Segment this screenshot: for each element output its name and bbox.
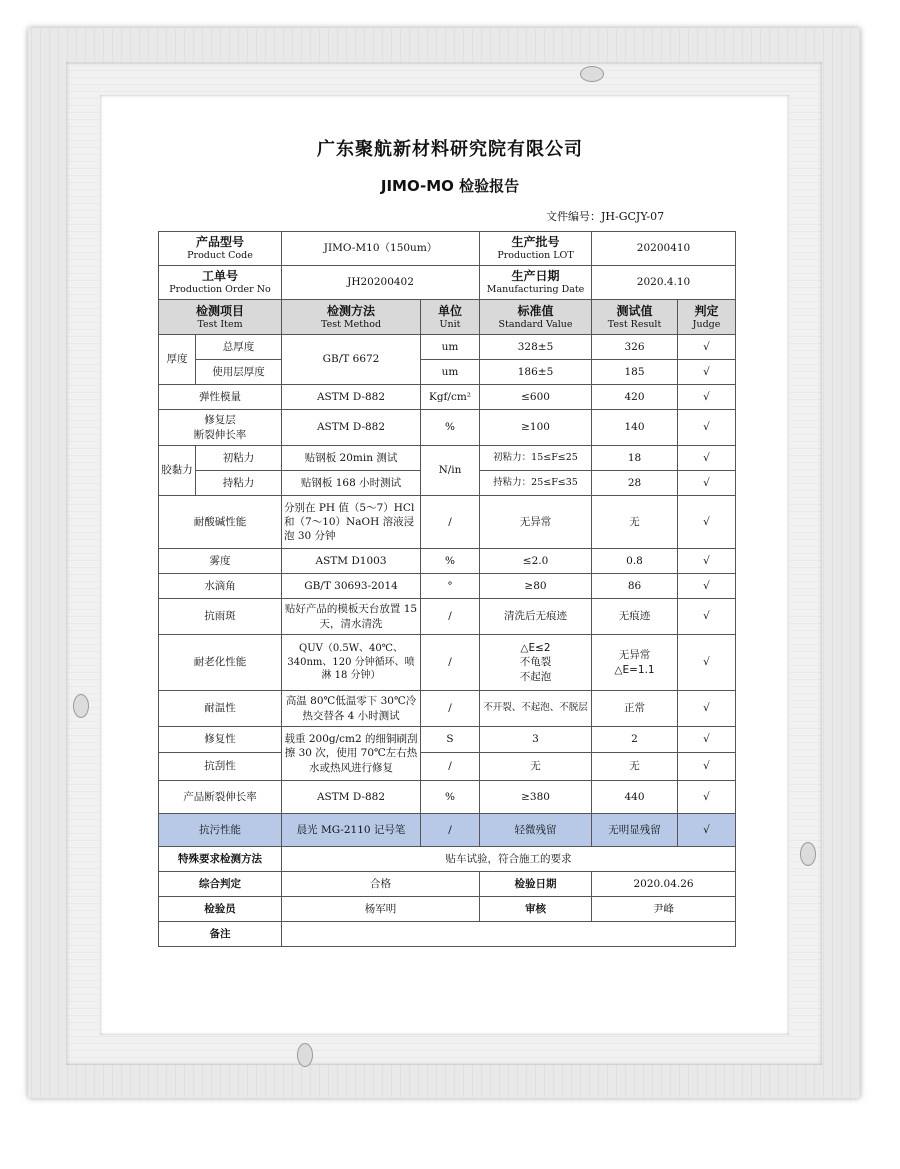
method-cell: 晨光 MG-2110 记号笔: [282, 814, 421, 847]
col-method: 检测方法: [327, 303, 376, 318]
judge-cell: √: [678, 635, 736, 691]
product-code-value: JIMO-M10（150um）: [282, 232, 480, 266]
item-cell: 抗雨斑: [159, 599, 282, 635]
thickness-label: 厚度: [159, 335, 196, 385]
item-cell: 抗刮性: [159, 753, 282, 781]
judge-cell: √: [678, 410, 736, 446]
standard-cell: 清洗后无痕迹: [480, 599, 592, 635]
order-value: JH20200402: [282, 266, 480, 300]
method-cell: ASTM D-882: [282, 410, 421, 446]
col-standard-en: Standard Value: [498, 318, 573, 330]
col-method-en: Test Method: [321, 318, 382, 330]
table-row: [159, 781, 736, 814]
standard-cell: ≤2.0: [480, 549, 592, 574]
item-cell: 水滴角: [159, 574, 282, 599]
table-row: [159, 496, 736, 549]
method-cell: 贴钢板 168 小时测试: [282, 471, 421, 496]
product-code-label: 产品型号: [196, 235, 245, 249]
company-name: 广东聚航新材料研究院有限公司: [317, 139, 583, 160]
standard-cell: 持粘力：25≤F≤35: [480, 471, 592, 496]
item-cell: 修复性: [159, 727, 282, 753]
remark-label: 备注: [159, 922, 282, 947]
judge-cell: √: [678, 599, 736, 635]
standard-cell: ≥380: [480, 781, 592, 814]
unit-cell: Kgf/cm²: [421, 385, 480, 410]
unit-cell: /: [421, 599, 480, 635]
initial-adhesion-label: 初粘力: [196, 446, 282, 471]
file-number: 文件编号：JH-GCJY-07: [546, 210, 665, 223]
standard-cell: ≥80: [480, 574, 592, 599]
lot-label-en: Production LOT: [497, 250, 574, 262]
item-cell: 产品断裂伸长率: [159, 781, 282, 814]
aging-std-delta: △E≤2: [520, 642, 551, 655]
reviewer-value: 尹峰: [592, 897, 736, 922]
method-cell: QUV（0.5W、40℃、340nm、120 分钟循环、喷淋 18 分钟）: [282, 635, 421, 691]
method-cell: ASTM D-882: [282, 385, 421, 410]
unit-cell: N/in: [421, 446, 480, 496]
standard-cell: 初粘力：15≤F≤25: [480, 446, 592, 471]
footer-row: [159, 872, 736, 897]
table-row: [159, 385, 736, 410]
wood-knot: [73, 694, 89, 718]
thickness-method: GB/T 6672: [282, 335, 421, 385]
item-cell: 修复层 断裂伸长率: [159, 410, 282, 446]
table-row: [159, 335, 736, 360]
result-cell: 140: [592, 410, 678, 446]
standard-cell: 186±5: [480, 360, 592, 385]
method-cell: 贴钢板 20min 测试: [282, 446, 421, 471]
special-method-value: 贴车试验，符合施工的要求: [282, 847, 736, 872]
judge-cell: √: [678, 471, 736, 496]
overall-judgement-label: 综合判定: [159, 872, 282, 897]
unit-cell: /: [421, 753, 480, 781]
col-standard: 标准值: [517, 303, 554, 318]
method-cell: 贴好产品的模板天台放置 15 天，清水清洗: [282, 599, 421, 635]
footer-row: [159, 897, 736, 922]
mfg-date-label: 生产日期: [511, 269, 560, 283]
inspection-date-label: 检验日期: [480, 872, 592, 897]
col-result-en: Test Result: [607, 318, 662, 330]
judge-cell: √: [678, 574, 736, 599]
footer-row: [159, 922, 736, 947]
method-cell: 载重 200g/cm2 的细铜刷刮擦 30 次，使用 70℃左右热水或热风进行修复: [282, 727, 421, 781]
item-cell: 耐老化性能: [159, 635, 282, 691]
item-cell: 弹性模量: [159, 385, 282, 410]
standard-cell: ≥100: [480, 410, 592, 446]
col-result: 测试值: [616, 303, 653, 318]
table-row: [159, 599, 736, 635]
inspection-table: [158, 231, 736, 947]
judge-cell: √: [678, 781, 736, 814]
item-cell: 抗污性能: [159, 814, 282, 847]
standard-cell: 无: [480, 753, 592, 781]
info-row: [159, 232, 736, 266]
result-cell: 440: [592, 781, 678, 814]
hold-adhesion-label: 持粘力: [196, 471, 282, 496]
lot-label: 生产批号: [511, 235, 560, 249]
item-cell: 耐酸碱性能: [159, 496, 282, 549]
unit-cell: %: [421, 781, 480, 814]
special-method-label: 特殊要求检测方法: [159, 847, 282, 872]
item-cell: 雾度: [159, 549, 282, 574]
standard-cell: 轻微残留: [480, 814, 592, 847]
unit-cell: /: [421, 635, 480, 691]
column-header-row: [159, 300, 736, 335]
judge-cell: √: [678, 360, 736, 385]
info-row: [159, 266, 736, 300]
order-label-en: Production Order No: [169, 284, 271, 296]
result-cell: 18: [592, 446, 678, 471]
item-cell: 耐温性: [159, 691, 282, 727]
result-cell: 无: [592, 496, 678, 549]
table-row: [159, 691, 736, 727]
table-row: [159, 753, 736, 781]
lot-value: 20200410: [592, 232, 736, 266]
judge-cell: √: [678, 691, 736, 727]
unit-cell: S: [421, 727, 480, 753]
standard-cell: [480, 635, 592, 691]
method-cell: GB/T 30693-2014: [282, 574, 421, 599]
col-unit-en: Unit: [439, 318, 461, 330]
unit-cell: /: [421, 691, 480, 727]
standard-cell: 3: [480, 727, 592, 753]
inspector-label: 检验员: [159, 897, 282, 922]
unit-cell: %: [421, 549, 480, 574]
judge-cell: √: [678, 496, 736, 549]
judge-cell: √: [678, 549, 736, 574]
judge-cell: √: [678, 814, 736, 847]
table-row: [159, 574, 736, 599]
result-cell: 无痕迹: [592, 599, 678, 635]
mfg-date-value: 2020.4.10: [592, 266, 736, 300]
order-label: 工单号: [202, 269, 239, 283]
method-cell: ASTM D1003: [282, 549, 421, 574]
standard-cell: 328±5: [480, 335, 592, 360]
footer-row: [159, 847, 736, 872]
reviewer-label: 审核: [480, 897, 592, 922]
unit-cell: um: [421, 335, 480, 360]
table-row: [159, 446, 736, 471]
judge-cell: √: [678, 727, 736, 753]
result-cell: 28: [592, 471, 678, 496]
col-judge: 判定: [694, 303, 719, 318]
table-row: [159, 635, 736, 691]
total-thickness-label: 总厚度: [196, 335, 282, 360]
remark-value: [282, 922, 736, 947]
result-cell: [592, 635, 678, 691]
unit-cell: /: [421, 814, 480, 847]
product-code-label-en: Product Code: [187, 250, 253, 262]
unit-cell: %: [421, 410, 480, 446]
wood-knot: [580, 66, 604, 82]
method-cell: 分别在 PH 值（5～7）HCl 和（7～10）NaOH 溶液浸泡 30 分钟: [282, 496, 421, 549]
overall-judgement-value: 合格: [282, 872, 480, 897]
result-cell: 2: [592, 727, 678, 753]
table-row: [159, 410, 736, 446]
col-judge-en: Judge: [692, 318, 721, 330]
result-cell: 无明显残留: [592, 814, 678, 847]
aging-result-normal: 无异常: [618, 649, 651, 662]
wood-knot: [800, 842, 816, 866]
method-cell: ASTM D-882: [282, 781, 421, 814]
result-cell: 0.8: [592, 549, 678, 574]
col-item: 检测项目: [196, 303, 245, 318]
wood-knot: [297, 1043, 313, 1067]
judge-cell: √: [678, 385, 736, 410]
aging-result-delta: △E=1.1: [614, 663, 655, 676]
col-item-en: Test Item: [197, 318, 243, 330]
judge-cell: √: [678, 446, 736, 471]
inspection-date-value: 2020.04.26: [592, 872, 736, 897]
table-row: [159, 549, 736, 574]
adhesion-label: 胶黏力: [159, 446, 196, 496]
table-row: [159, 727, 736, 753]
mfg-date-label-en: Manufacturing Date: [486, 284, 585, 296]
standard-cell: 无异常: [480, 496, 592, 549]
use-layer-label: 使用层厚度: [196, 360, 282, 385]
result-cell: 185: [592, 360, 678, 385]
result-cell: 420: [592, 385, 678, 410]
result-cell: 正常: [592, 691, 678, 727]
inspector-value: 杨军明: [282, 897, 480, 922]
unit-cell: °: [421, 574, 480, 599]
report-title: JIMO-MO 检验报告: [380, 177, 520, 195]
aging-std-crack: 不龟裂: [519, 656, 552, 669]
unit-cell: /: [421, 496, 480, 549]
judge-cell: √: [678, 335, 736, 360]
aging-std-blister: 不起泡: [519, 670, 552, 683]
result-cell: 无: [592, 753, 678, 781]
unit-cell: um: [421, 360, 480, 385]
standard-cell: 不开裂、不起泡、不脱层: [480, 691, 592, 727]
table-row: [159, 360, 736, 385]
col-unit: 单位: [438, 303, 463, 318]
result-cell: 86: [592, 574, 678, 599]
result-cell: 326: [592, 335, 678, 360]
judge-cell: √: [678, 753, 736, 781]
table-row-highlighted: [159, 814, 736, 847]
standard-cell: ≤600: [480, 385, 592, 410]
method-cell: 高温 80℃低温零下 30℃冷热交替各 4 小时测试: [282, 691, 421, 727]
